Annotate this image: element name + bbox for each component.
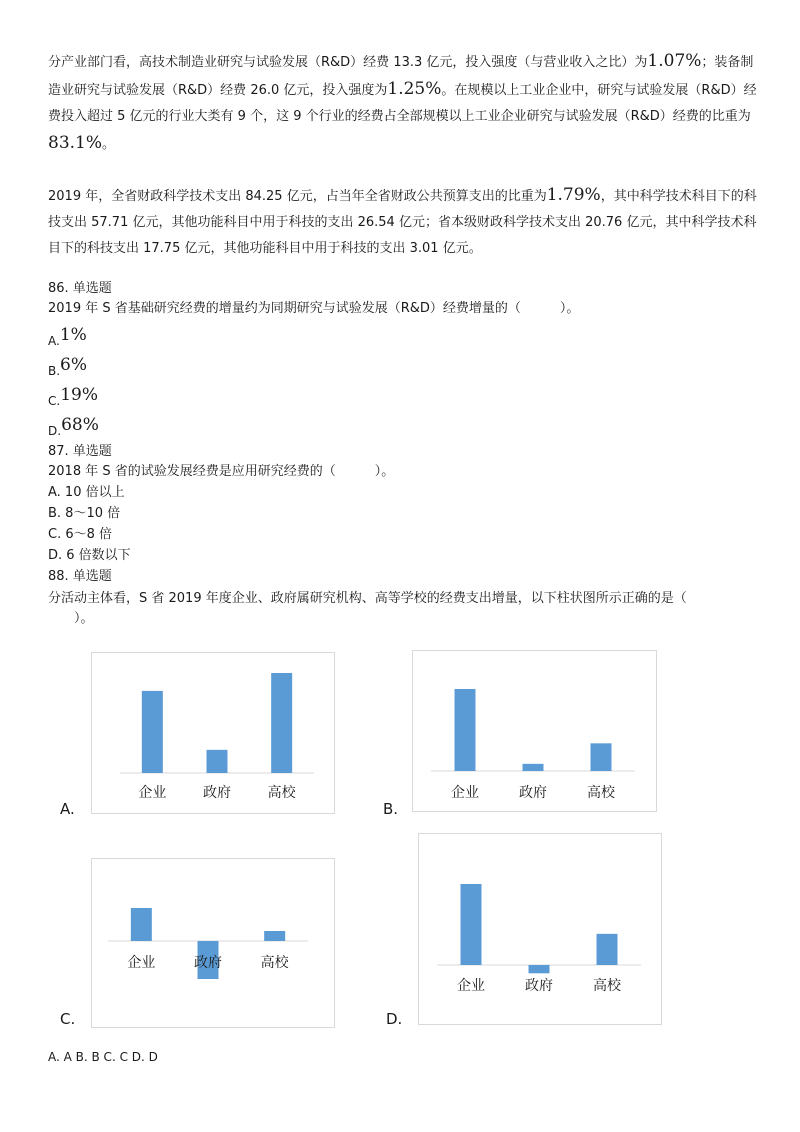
category-label-2: 高校 — [260, 955, 289, 971]
intro-paragraph-1 — [48, 48, 760, 158]
q86-option-a[interactable]: A.1% — [48, 325, 87, 348]
bar-0 — [131, 908, 152, 941]
para1-text-1: 分产业部门看，高技术制造业研究与试验发展（R&D）经费 13.3 亿元，投入强度（与营业收入之比）为 — [48, 55, 648, 70]
para1-text-3: 。在规模以上工业企业中，研究与试验发展（R&D）经费投入超过 5 亿元的行业大类有 9 个，这 9 个行业的经费占全部规模以上工业企业研究与试验发展（R&D）经费的比重为 — [48, 83, 757, 124]
para1-value-1: 1.07% — [647, 51, 702, 71]
chart-option-c[interactable] — [91, 858, 335, 1028]
category-label-2: 高校 — [593, 978, 621, 994]
q86-number: 86. 单选题 — [48, 281, 112, 296]
chart-d-svg — [419, 834, 661, 1024]
category-label-0: 企业 — [138, 785, 167, 801]
q87-number: 87. 单选题 — [48, 444, 112, 459]
category-label-1: 政府 — [525, 978, 553, 994]
q88-stem-line-2: ）。 — [48, 611, 94, 626]
bar-2 — [591, 743, 612, 771]
q87-stem: 2018 年 S 省的试验发展经费是应用研究经费的（ ）。 — [48, 464, 395, 479]
category-label-1: 政府 — [194, 955, 222, 971]
bar-2 — [271, 673, 292, 773]
q87-option-b[interactable]: B. 8～10 倍 — [48, 506, 121, 521]
para1-text-4: 。 — [102, 137, 116, 152]
q86-option-b[interactable]: B.6% — [48, 355, 88, 378]
bar-0 — [142, 691, 163, 773]
category-label-0: 企业 — [127, 955, 156, 971]
chart-option-a[interactable] — [91, 652, 335, 814]
chart-c-svg — [92, 859, 334, 1027]
category-label-2: 高校 — [267, 785, 296, 801]
q86-option-c[interactable]: C.19% — [48, 385, 98, 408]
chart-a-svg — [92, 653, 334, 813]
q88-number: 88. 单选题 — [48, 569, 112, 584]
q87-option-d[interactable]: D. 6 倍数以下 — [48, 548, 131, 563]
category-label-1: 政府 — [519, 785, 547, 801]
para2-text-1: 2019 年，全省财政科学技术支出 84.25 亿元，占当年全省财政公共预算支出的比重为 — [48, 189, 547, 204]
chart-option-d[interactable] — [418, 833, 662, 1025]
category-label-1: 政府 — [203, 785, 231, 801]
category-label-0: 企业 — [451, 785, 479, 801]
bar-1 — [529, 965, 550, 973]
para2-text-2: ，其中科学技术科目下的科技支出 57.71 亿元，其他功能科目中用于科技的支出 26.54 亿元；省本级财政科学技术支出 20.76 亿元，其中科学技术科目下的科技支出 17.75 亿元，其他功能科目中用于科技的支出 3.01 亿元。 — [48, 189, 757, 256]
q88-stem-line-1: 分活动主体看，S 省 2019 年度企业、政府属研究机构、高等学校的经费支出增量，以下柱状图所示正确的是（ — [48, 591, 687, 606]
para1-value-3: 83.1% — [48, 133, 103, 153]
bar-1 — [207, 750, 228, 773]
chart-letter-a: A. — [60, 800, 75, 818]
chart-option-b[interactable] — [412, 650, 657, 812]
para1-value-2: 1.25% — [387, 79, 442, 99]
bar-2 — [597, 934, 618, 965]
para1-text-2: ；装备制造业研究与试验发展（R&D）经费 26.0 亿元，投入强度为 — [48, 55, 754, 98]
chart-letter-c: C. — [60, 1010, 76, 1028]
chart-b-svg — [413, 651, 656, 811]
bar-0 — [461, 884, 482, 965]
q86-option-d[interactable]: D.68% — [48, 415, 99, 438]
category-label-0: 企业 — [457, 978, 485, 994]
bar-2 — [264, 931, 285, 941]
q86-stem: 2019 年 S 省基础研究经费的增量约为同期研究与试验发展（R&D）经费增量的（ ）。 — [48, 301, 580, 316]
q87-option-c[interactable]: C. 6～8 倍 — [48, 527, 113, 542]
q87-option-a[interactable]: A. 10 倍以上 — [48, 485, 125, 500]
q88-answer-options[interactable]: A. A B. B C. C D. D — [48, 1050, 158, 1064]
intro-paragraph-2 — [48, 182, 760, 262]
category-label-2: 高校 — [587, 785, 615, 801]
bar-1 — [523, 764, 544, 771]
chart-letter-b: B. — [383, 800, 399, 818]
para2-value-1: 1.79% — [546, 185, 601, 205]
chart-letter-d: D. — [386, 1010, 403, 1028]
bar-0 — [455, 689, 476, 771]
